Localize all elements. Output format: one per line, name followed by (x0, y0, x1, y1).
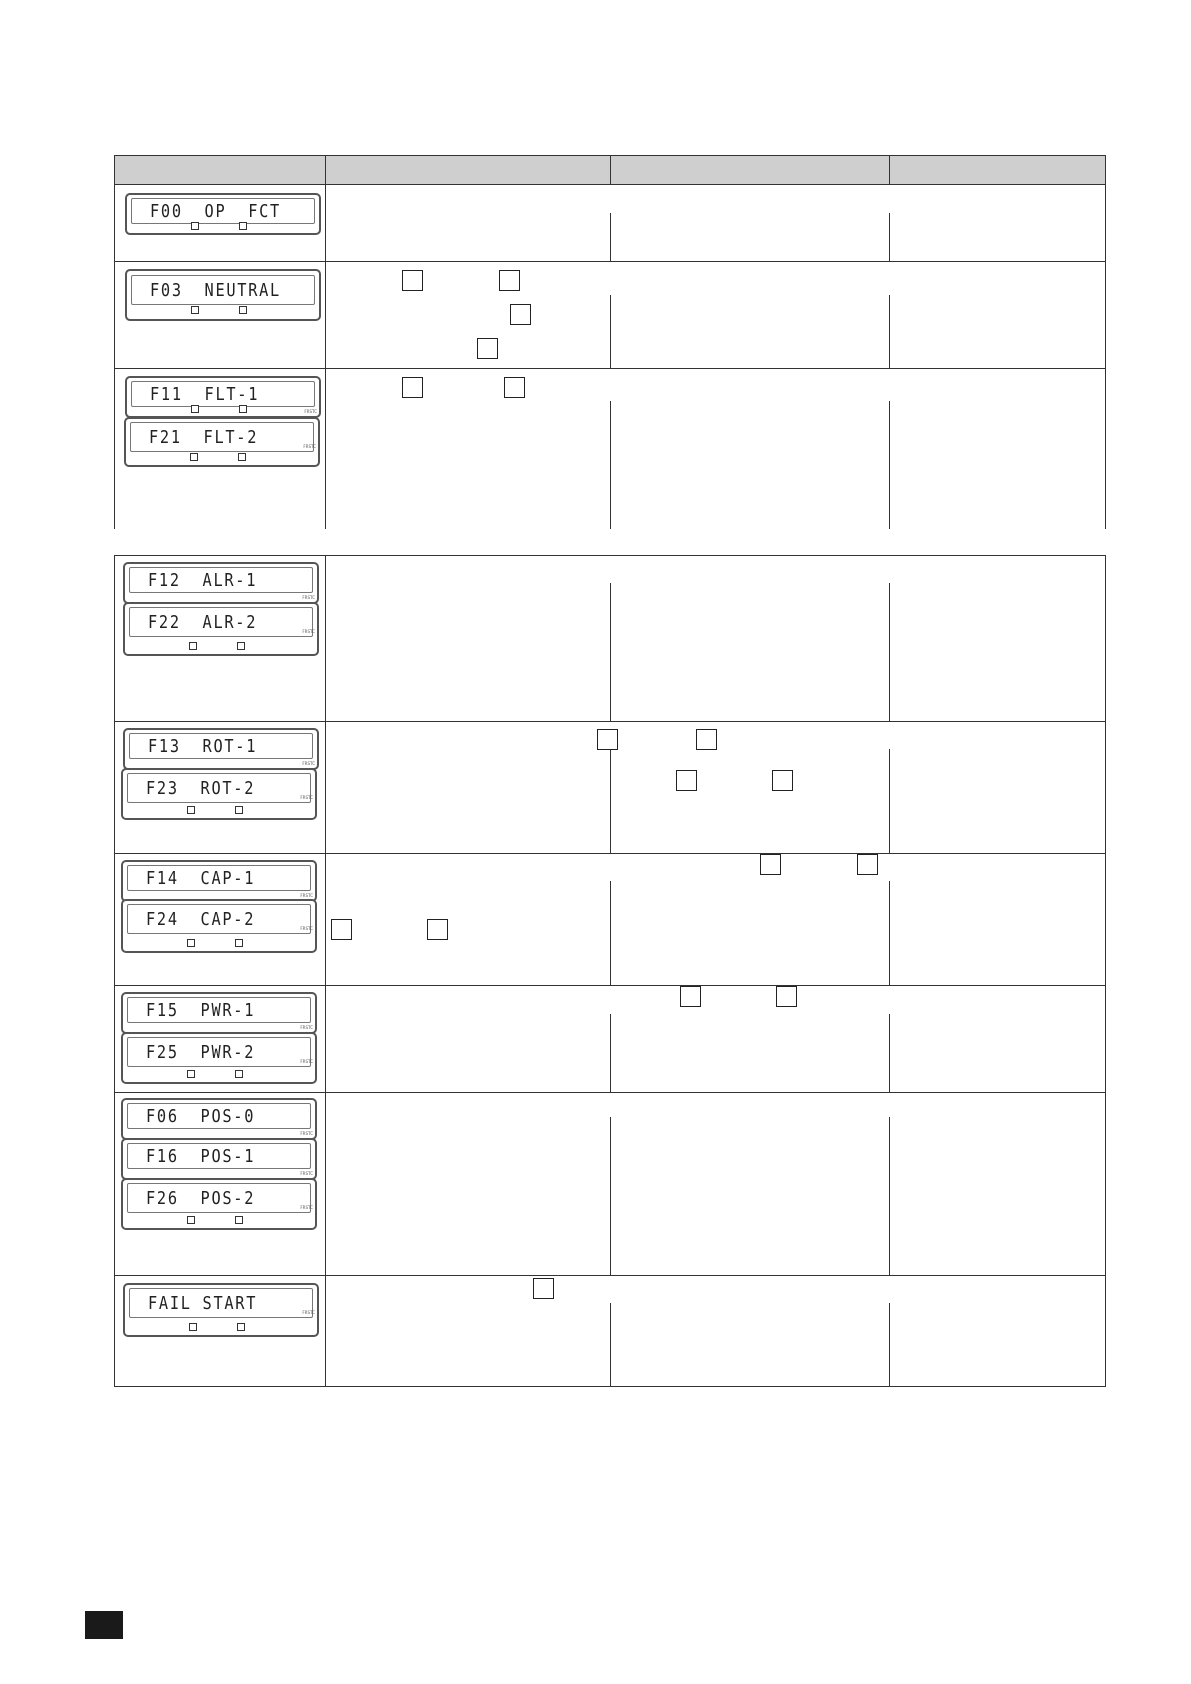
indicator-led (235, 806, 243, 814)
key-button-icon (477, 338, 498, 359)
lcd-text: F16 POS-1 (146, 1146, 256, 1167)
indicator-led (237, 1323, 245, 1331)
column-divider (610, 1303, 611, 1386)
lcd-text: F12 ALR-1 (148, 570, 258, 591)
key-button-icon (680, 986, 701, 1007)
column-divider (610, 881, 611, 985)
lcd-text: F24 CAP-2 (146, 909, 256, 930)
row-divider (115, 853, 1105, 854)
row-divider (115, 368, 1105, 369)
row-divider (115, 1092, 1105, 1093)
lcd-tag: FRSTC (302, 595, 315, 600)
indicator-led (189, 1323, 197, 1331)
lcd-text: F14 CAP-1 (146, 868, 256, 889)
row-divider (115, 261, 1105, 262)
column-divider (610, 1014, 611, 1092)
table-header (115, 155, 1105, 185)
key-button-icon (857, 854, 878, 875)
indicator-led (239, 405, 247, 413)
page-marker-block (85, 1611, 123, 1639)
indicator-led (235, 939, 243, 947)
column-divider (325, 185, 326, 529)
indicator-led (191, 306, 199, 314)
lcd-display-fail-start (123, 1283, 319, 1337)
column-divider (889, 213, 890, 261)
lcd-text: F11 FLT-1 (150, 384, 260, 405)
column-divider (610, 1117, 611, 1275)
column-divider (610, 295, 611, 368)
lcd-display-f12 (123, 562, 319, 604)
lcd-tag: FRSTC (300, 1205, 313, 1210)
lcd-display-f06 (121, 1098, 317, 1140)
column-divider (325, 556, 326, 1386)
key-button-icon (402, 270, 423, 291)
key-button-icon (772, 770, 793, 791)
key-button-icon (676, 770, 697, 791)
column-divider (889, 295, 890, 368)
key-button-icon (696, 729, 717, 750)
indicator-led (237, 642, 245, 650)
header-divider (610, 156, 611, 184)
lcd-text: F06 POS-0 (146, 1106, 256, 1127)
lcd-text: F21 FLT-2 (149, 427, 259, 448)
lcd-display-f25 (121, 1032, 317, 1084)
lcd-display-f11 (125, 376, 321, 418)
indicator-led (235, 1070, 243, 1078)
lcd-tag: FRSTC (300, 1131, 313, 1136)
key-button-icon (427, 919, 448, 940)
header-divider (889, 156, 890, 184)
indicator-led (239, 306, 247, 314)
indicator-led (187, 939, 195, 947)
lcd-tag: FRSTC (300, 893, 313, 898)
row-divider (115, 721, 1105, 722)
indicator-led (189, 642, 197, 650)
fault-code-table-part-1 (114, 155, 1106, 529)
header-divider (325, 156, 326, 184)
row-divider (115, 985, 1105, 986)
lcd-text: F26 POS-2 (146, 1188, 256, 1209)
lcd-text: FAIL START (148, 1293, 258, 1314)
column-divider (610, 401, 611, 529)
key-button-icon (776, 986, 797, 1007)
column-divider (889, 881, 890, 985)
key-button-icon (499, 270, 520, 291)
column-divider (610, 213, 611, 261)
lcd-tag: FRSTC (302, 761, 315, 766)
column-divider (610, 749, 611, 853)
indicator-led (238, 453, 246, 461)
lcd-tag: FRSTC (304, 409, 317, 414)
lcd-text: F22 ALR-2 (148, 612, 258, 633)
key-button-icon (597, 729, 618, 750)
lcd-text: F23 ROT-2 (146, 778, 256, 799)
lcd-text: F15 PWR-1 (146, 1000, 256, 1021)
lcd-display-f14 (121, 860, 317, 902)
lcd-tag: FRSTC (300, 1025, 313, 1030)
lcd-display-f21 (124, 417, 320, 467)
lcd-display-f03 (125, 269, 321, 321)
key-button-icon (760, 854, 781, 875)
column-divider (610, 583, 611, 721)
indicator-led (239, 222, 247, 230)
lcd-display-f15 (121, 992, 317, 1034)
column-divider (889, 401, 890, 529)
fault-code-table-part-2 (114, 555, 1106, 1387)
key-button-icon (504, 377, 525, 398)
column-divider (889, 1117, 890, 1275)
lcd-text: F13 ROT-1 (148, 736, 258, 757)
indicator-led (187, 806, 195, 814)
column-divider (889, 1014, 890, 1092)
indicator-led (191, 405, 199, 413)
lcd-text: F03 NEUTRAL (150, 280, 281, 301)
column-divider (889, 1303, 890, 1386)
indicator-led (187, 1216, 195, 1224)
column-divider (889, 583, 890, 721)
indicator-led (191, 222, 199, 230)
lcd-display-f13 (123, 728, 319, 770)
indicator-led (187, 1070, 195, 1078)
lcd-tag: FRSTC (300, 926, 313, 931)
indicator-led (190, 453, 198, 461)
key-button-icon (402, 377, 423, 398)
key-button-icon (533, 1278, 554, 1299)
lcd-text: F25 PWR-2 (146, 1042, 256, 1063)
key-button-icon (510, 304, 531, 325)
lcd-display-f16 (121, 1138, 317, 1180)
lcd-text: F00 OP FCT (150, 201, 281, 222)
lcd-display-f24 (121, 899, 317, 953)
lcd-tag: FRSTC (302, 1310, 315, 1315)
lcd-tag: FRSTC (300, 795, 313, 800)
column-divider (889, 749, 890, 853)
lcd-display-f23 (121, 768, 317, 820)
lcd-tag: FRSTC (300, 1171, 313, 1176)
lcd-display-f00 (125, 193, 321, 235)
lcd-display-f22 (123, 602, 319, 656)
key-button-icon (331, 919, 352, 940)
row-divider (115, 1275, 1105, 1276)
lcd-tag: FRSTC (300, 1059, 313, 1064)
indicator-led (235, 1216, 243, 1224)
lcd-tag: FRSTC (303, 444, 316, 449)
lcd-tag: FRSTC (302, 629, 315, 634)
lcd-display-f26 (121, 1178, 317, 1230)
